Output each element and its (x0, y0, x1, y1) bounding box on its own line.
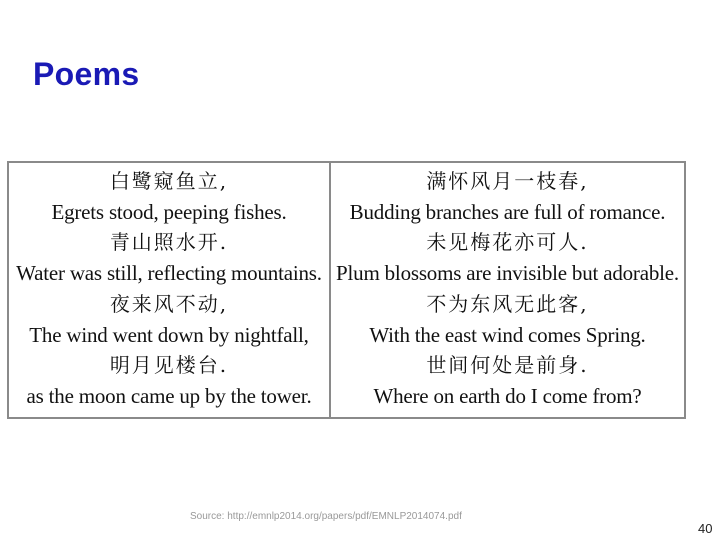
chinese-line: 白鹭窥鱼立, (109, 168, 229, 193)
english-line: Where on earth do I come from? (373, 384, 642, 409)
chinese-line: 夜来风不动, (109, 291, 229, 316)
poem-column-right (331, 163, 684, 417)
slide-title: Poems (33, 56, 140, 92)
chinese-line: 满怀风月一枝春, (426, 168, 589, 193)
chinese-line: 未见梅花亦可人. (426, 230, 589, 255)
english-line: as the moon came up by the tower. (26, 384, 312, 409)
english-line: The wind went down by nightfall, (29, 322, 309, 347)
poem-table (7, 161, 686, 419)
chinese-line: 世间何处是前身. (426, 353, 589, 378)
chinese-line: 不为东风无此客, (426, 291, 589, 316)
english-line: Egrets stood, peeping fishes. (51, 199, 287, 224)
page-number: 40 (698, 521, 713, 536)
source-citation: Source: http://emnlp2014.org/papers/pdf/EMNLP2014074.pdf (190, 511, 462, 522)
english-line: Plum blossoms are invisible but adorable. (336, 261, 679, 286)
english-line: Budding branches are full of romance. (349, 199, 666, 224)
chinese-line: 青山照水开. (109, 230, 229, 255)
english-line: Water was still, reflecting mountains. (16, 261, 322, 286)
chinese-line: 明月见楼台. (109, 353, 229, 378)
poem-column-left (9, 163, 331, 417)
english-line: With the east wind comes Spring. (369, 322, 646, 347)
